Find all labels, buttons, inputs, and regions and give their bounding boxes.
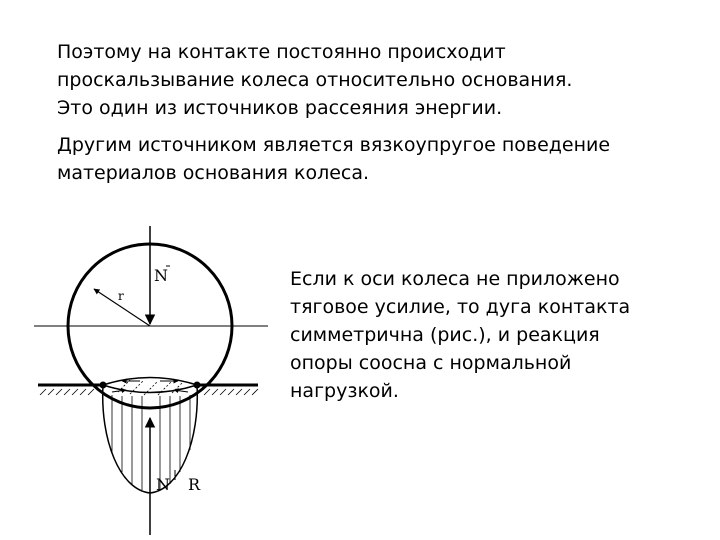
contact-deformation [103,378,197,393]
paragraph-energy-source: Это один из источников рассеяния энергии. [57,97,503,119]
label-n-bottom: N [156,475,170,494]
paragraph-sliding: Поэтому на контакте постоянно происходит проскальзывание колеса относительно основания. [57,41,573,91]
slip-arrow-inner-left [112,390,126,392]
side-explanation: Если к оси колеса не приложено тяговое усилие, то дуга контакта симметрична (рис.), и реакция опоры соосна с нормальной нагрузкой. [290,268,631,402]
label-n-top: N [154,266,168,285]
label-r-reaction: R [188,475,201,494]
label-r: r [118,289,124,303]
slip-arrow-inner-right [174,390,188,392]
paragraph-viscoelastic: Другим источником является вязкоупругое поведение материалов основания колеса. [57,134,611,184]
